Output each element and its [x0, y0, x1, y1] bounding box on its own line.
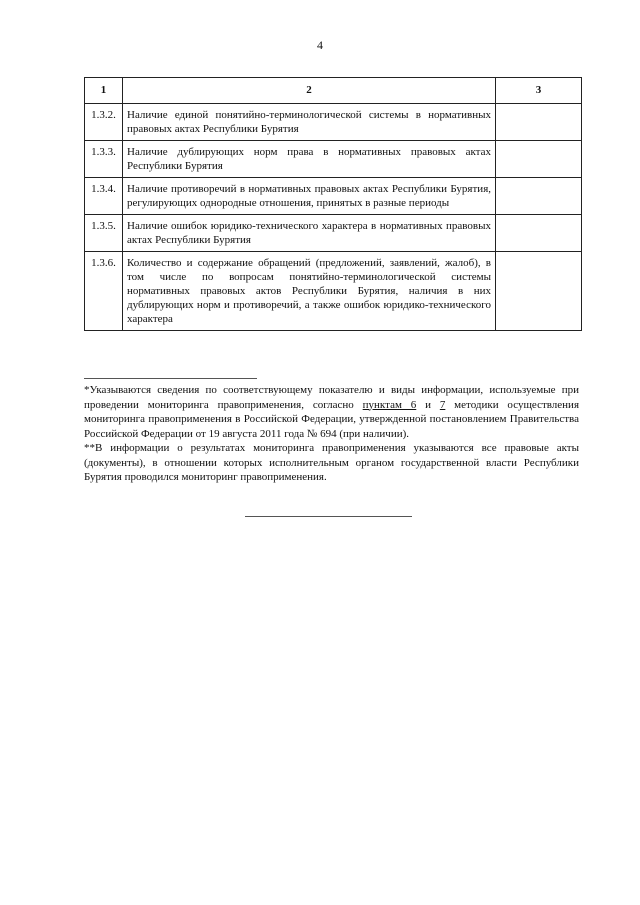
row-value-cell [496, 215, 582, 252]
column-header-3: 3 [496, 78, 582, 104]
footnote-2: **В информации о результатах мониторинга правоприменения указываются все правовые акты (документы), в отношении которых исполнительным органом государственной власти Республики Бурятия проводился мониторинг правоприменения. [84, 442, 579, 483]
link-item-6[interactable]: пунктам 6 [362, 398, 417, 411]
table-row [85, 104, 582, 141]
footnote-1-text-start: *Указываются сведения по соответствующему показателю и виды информации, используемые при проведении мониторинга правоприменения, согласно [84, 384, 579, 411]
row-number: 1.3.2. [85, 104, 123, 141]
column-header-2: 2 [123, 78, 496, 104]
table-row [85, 252, 582, 331]
table-row [85, 215, 582, 252]
table-header-row [85, 78, 582, 104]
row-number: 1.3.4. [85, 178, 123, 215]
footnote-1-text-end: методики осуществления мониторинга правоприменения в Российской Федерации, утвержденной постановлением Правительства Российской Федерации от 19 августа 2011 года № 694 (при наличии). [84, 398, 580, 440]
footnote-divider [84, 378, 257, 379]
row-value-cell [496, 141, 582, 178]
link-item-7[interactable]: 7 [439, 398, 446, 411]
row-description: Наличие противоречий в нормативных правовых актах Республики Бурятия, регулирующих однородные отношения, принятых в разные периоды [123, 178, 496, 215]
page-number: 4 [317, 38, 323, 52]
column-header-1: 1 [85, 78, 123, 104]
footnote-1-conjunction: и [416, 398, 440, 411]
row-description: Наличие единой понятийно-терминологической системы в нормативных правовых актах Республики Бурятия [123, 104, 496, 141]
footnote-1 [84, 383, 579, 441]
indicator-table [84, 77, 582, 331]
row-description: Количество и содержание обращений (предложений, заявлений, жалоб), в том числе по вопросам понятийно-терминологической системы нормативных правовых актов Республики Бурятия, наличия в них дублирующих норм и противоречий, а также ошибок юридико-технического характера [123, 252, 496, 331]
end-divider [245, 516, 412, 517]
row-number: 1.3.3. [85, 141, 123, 178]
row-description: Наличие дублирующих норм права в нормативных правовых актах Республики Бурятия [123, 141, 496, 178]
table-row [85, 178, 582, 215]
row-value-cell [496, 252, 582, 331]
row-value-cell [496, 104, 582, 141]
row-number: 1.3.5. [85, 215, 123, 252]
footnotes [84, 383, 579, 485]
row-value-cell [496, 178, 582, 215]
row-number: 1.3.6. [85, 252, 123, 331]
row-description: Наличие ошибок юридико-технического характера в нормативных правовых актах Республики Бурятия [123, 215, 496, 252]
table-row [85, 141, 582, 178]
